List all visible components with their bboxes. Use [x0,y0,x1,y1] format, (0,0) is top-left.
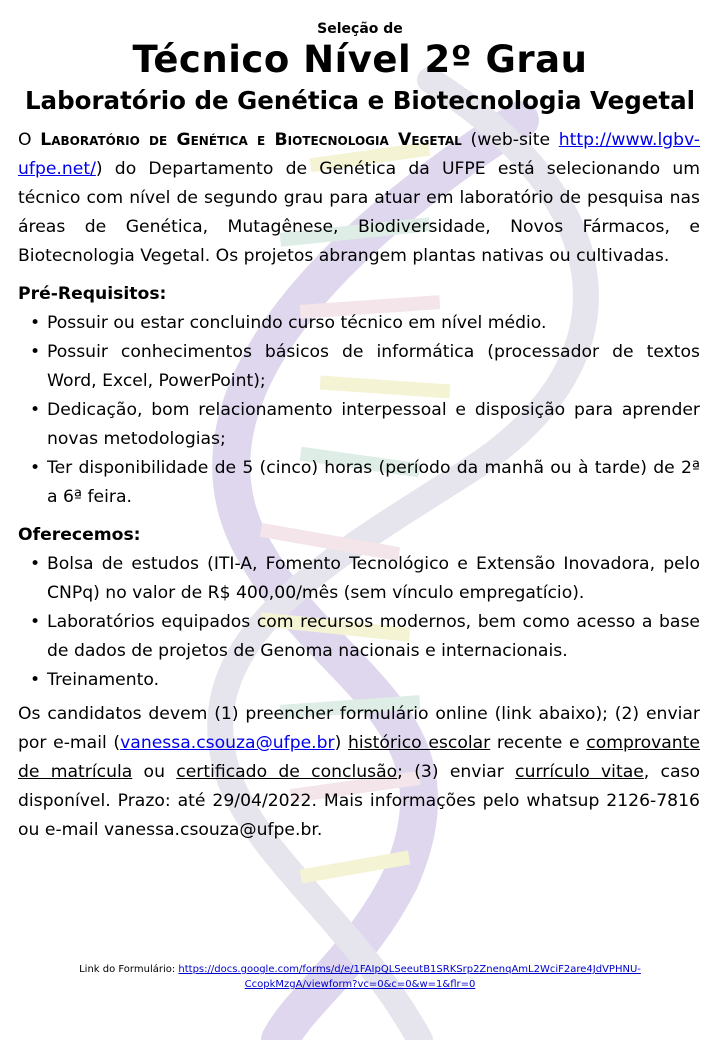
offer-list [18,550,700,695]
list-item [18,454,700,512]
bullet: • [30,400,41,420]
list-item-text: Bolsa de estudos (ITI-A, Fomento Tecnológico e Extensão Inovadora, pelo CNPq) no valor de R$ 400,00/mês (sem vínculo empregatício). [47,554,700,603]
bullet: • [30,554,41,574]
bullet: • [30,313,41,333]
document-body [18,126,700,845]
bullet: • [30,458,41,478]
closing-text-3: recente e [490,733,587,753]
list-item-text: Laboratórios equipados com recursos modernos, bem como acesso a base de dados de projetos de Genoma nacionais e internacionais. [47,612,700,661]
website-link[interactable]: http://www.lgbv-ufpe.net/ [18,130,700,179]
doc-certificado: certificado de conclusão [176,762,398,782]
lab-heading: Laboratório de Genética e Biotecnologia Vegetal [24,86,696,115]
list-item [18,309,700,338]
intro-text-3: ) do Departamento de Genética da UFPE está selecionando um técnico com nível de segundo grau para atuar em laboratório de pesquisa nas áreas de Genética, Mutagênese, Biodiversidade, Novos Fármacos, e Biotecnologia Vegetal. Os projetos abrangem plantas nativas ou cultivadas. [18,159,700,266]
closing-text-1: Os candidatos devem (1) preencher formulário online (link abaixo); (2) enviar por e-mail ( [18,704,700,753]
email-link[interactable]: vanessa.csouza@ufpe.br [120,733,335,753]
list-item-text: Possuir conhecimentos básicos de informática (processador de textos Word, Excel, PowerPoint); [47,342,700,391]
intro-text-2: (web-site [461,130,559,150]
list-item-text: Possuir ou estar concluindo curso técnico em nível médio. [47,313,547,333]
list-item [18,608,700,666]
list-item [18,338,700,396]
list-item [18,666,700,695]
list-item-text: Treinamento. [47,670,160,690]
list-item [18,550,700,608]
closing-text-4: ou [132,762,177,782]
bullet: • [30,612,41,632]
doc-historico: histórico escolar [348,733,491,753]
closing-text-5: ; (3) enviar [397,762,516,782]
list-item [18,396,700,454]
page-title: Técnico Nível 2º Grau [132,38,588,81]
prereq-list [18,309,700,512]
footer-label: Link do Formulário: [79,964,179,975]
doc-curriculo: currículo vitae [515,762,644,782]
bullet: • [30,342,41,362]
lab-name: Laboratório de Genética e Biotecnologia Vegetal [40,130,462,150]
offer-heading: Oferecemos: [18,525,141,545]
closing-text-6: , caso disponível. Prazo: até 29/04/2022. Mais informações pelo whatsup 2126-7816 ou e-mail vanessa.csouza@ufpe.br. [18,762,700,840]
closing-paragraph [18,700,700,845]
form-link-footer [60,962,660,992]
closing-text-2: ) [334,733,348,753]
prereq-heading: Pré-Requisitos: [18,284,167,304]
intro-paragraph [18,126,700,271]
list-item-text: Ter disponibilidade de 5 (cinco) horas (período da manhã ou à tarde) de 2ª a 6ª feira. [47,458,700,507]
form-link[interactable]: https://docs.google.com/forms/d/e/1FAIpQLSeeutB1SRKSrp2ZnenqAmL2WciF2are4JdVPHNU-CcopkMzgA/viewform?vc=0&c=0&w=1&flr=0 [178,964,641,990]
bullet: • [30,670,41,690]
list-item-text: Dedicação, bom relacionamento interpessoal e disposição para aprender novas metodologias; [47,400,700,449]
header-subtitle: Seleção de [317,21,403,37]
intro-text-1: O [18,130,41,150]
doc-comprovante: comprovante de matrícula [18,733,700,782]
